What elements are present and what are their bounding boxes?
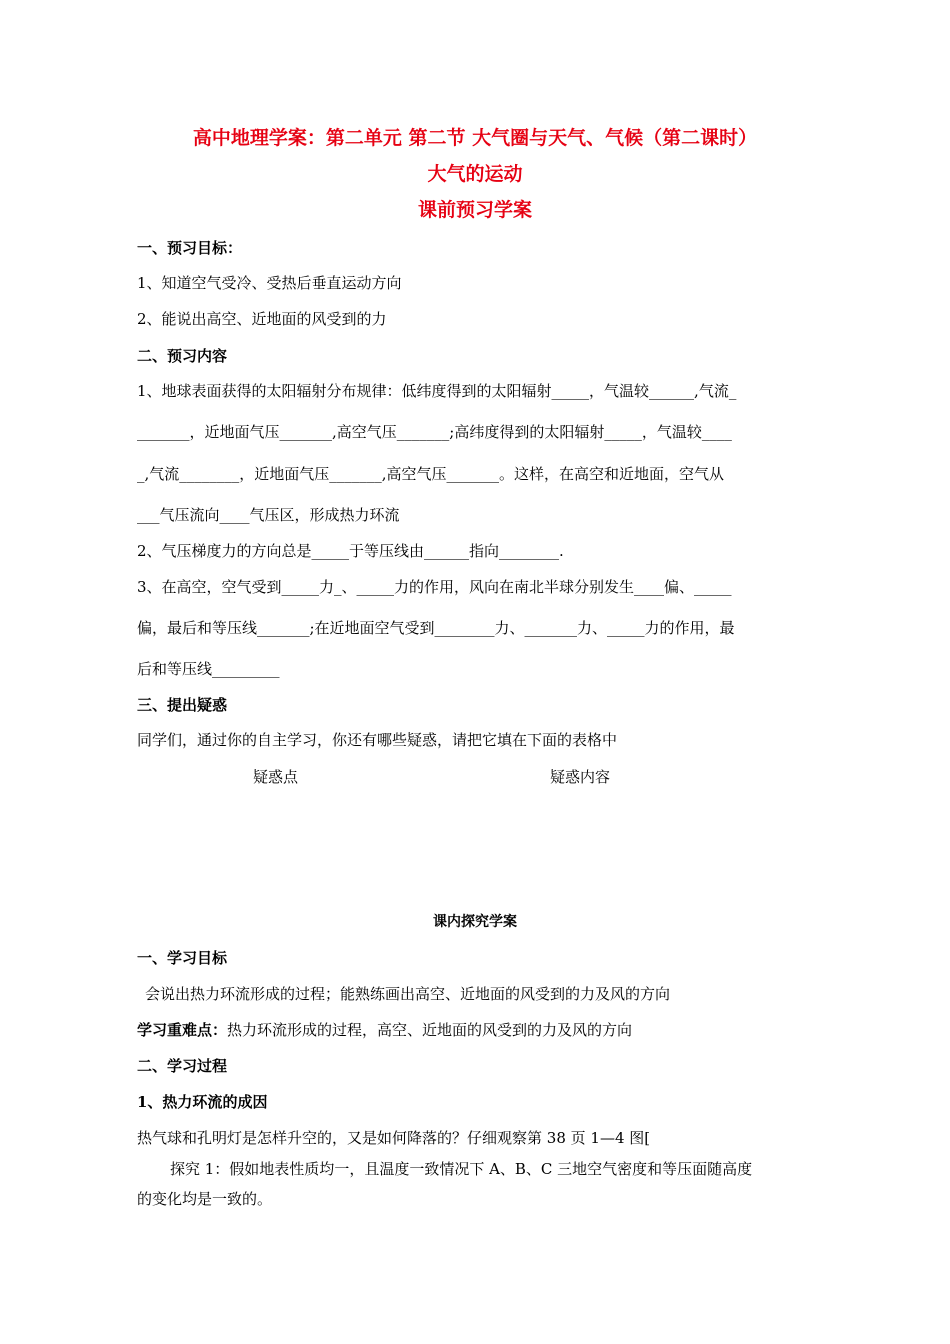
question-3-line-3: 后和等压线_________ [137,660,280,678]
key-points-label: 学习重难点： [137,1021,228,1039]
question-3-line-2: 偏，最后和等压线_______;在近地面空气受到________力、_______力、_____力的作用，最 [137,619,735,637]
questions-heading: 三、提出疑惑 [137,696,228,714]
learning-process-heading: 二、学习过程 [137,1057,228,1075]
key-points-text: 热力环流形成的过程，高空、近地面的风受到的力及风的方向 [227,1021,633,1039]
explore-1-line-1: 探究 1：假如地表性质均一，且温度一致情况下 A、B、C 三地空气密度和等压面随高度 [170,1160,753,1178]
preview-content-heading: 二、预习内容 [137,347,228,365]
thermal-circulation-question: 热气球和孔明灯是怎样升空的，又是如何降落的？仔细观察第 38 页 1—4 图[ [137,1129,651,1147]
question-1-line-1: 1、地球表面获得的太阳辐射分布规律：低纬度得到的太阳辐射_____，气温较______,气流_ [137,382,737,400]
section-title-inclass: 课内探究学案 [433,914,517,930]
doc-subtitle: 大气的运动 [427,163,523,185]
preview-goal-1: 1、知道空气受冷、受热后垂直运动方向 [137,274,402,292]
doc-title: 高中地理学案：第二单元 第二节 大气圈与天气、气候（第二课时） [192,127,758,149]
key-points [137,1020,632,1040]
question-1-line-4: ___气压流向____气压区，形成热力环流 [137,506,400,524]
section-title-preview: 课前预习学案 [417,199,532,221]
question-2: 2、气压梯度力的方向总是_____于等压线由______指向________. [137,542,564,560]
table-header-point: 疑惑点 [253,768,299,786]
questions-instruction: 同学们，通过你的自主学习，你还有哪些疑惑，请把它填在下面的表格中 [137,731,618,749]
table-header-content: 疑惑内容 [550,768,611,786]
question-3-line-1: 3、在高空，空气受到_____力_、_____力的作用，风向在南北半球分别发生____偏、_____ [137,578,732,596]
preview-goal-2: 2、能说出高空、近地面的风受到的力 [137,310,387,328]
question-1-line-2: _______，近地面气压_______,高空气压_______;高纬度得到的太阳辐射_____，气温较____ [137,423,732,441]
learning-goals-text: 会说出热力环流形成的过程；能熟练画出高空、近地面的风受到的力及风的方向 [145,985,671,1003]
learning-goals-heading: 一、学习目标 [137,949,228,967]
thermal-circulation-heading: 1、热力环流的成因 [137,1093,268,1111]
preview-goals-heading: 一、预习目标： [137,239,243,257]
explore-1-line-2: 的变化均是一致的。 [137,1190,273,1208]
question-1-line-3: _,气流________，近地面气压_______,高空气压_______。这样，在高空和近地面，空气从 [137,465,725,483]
